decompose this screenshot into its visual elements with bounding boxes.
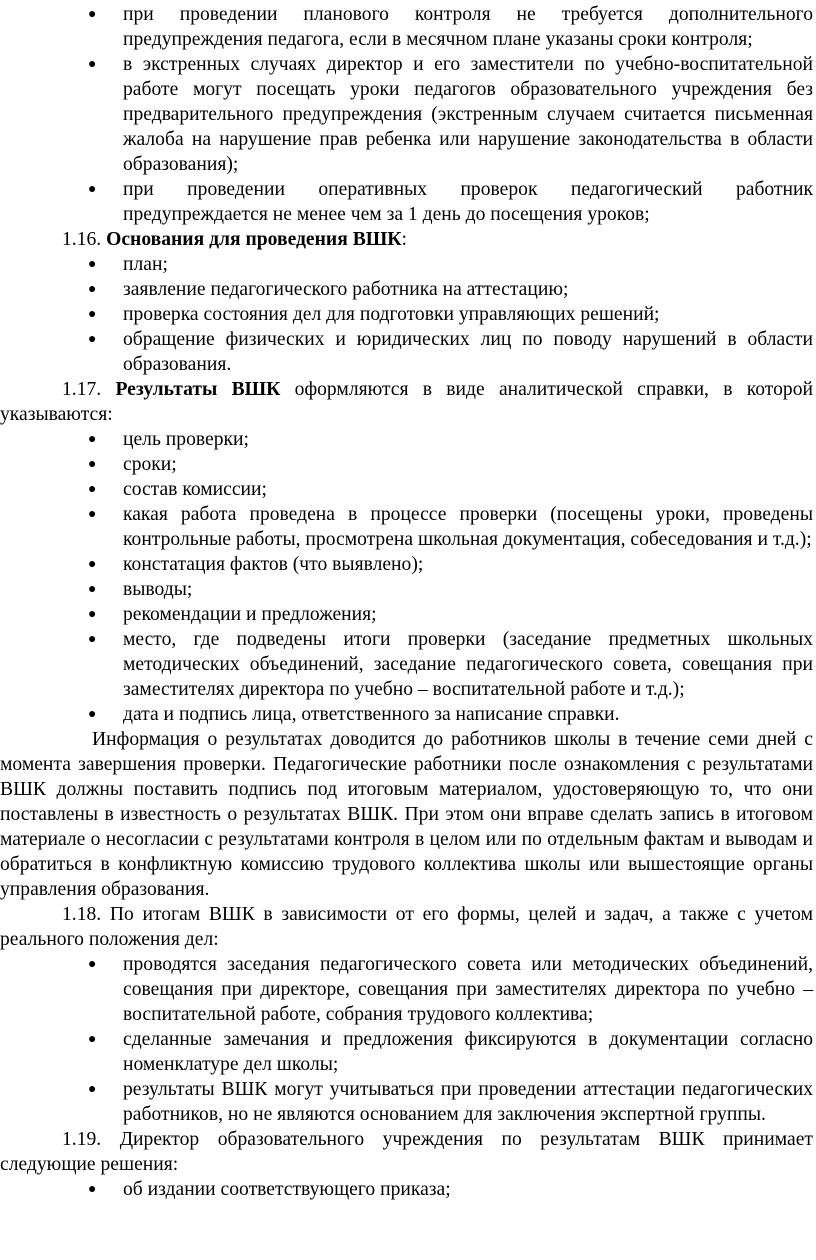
list-item [0, 477, 816, 502]
bullet-icon: ● [88, 1082, 97, 1097]
list-item-text: проводятся заседания педагогического совета или методических объединений, совещания при директоре, совещания при заместителях директора по учебно – воспитательной работе, собрания трудового коллектива; [123, 954, 813, 1025]
list-item [0, 702, 816, 727]
list-item [0, 1077, 816, 1127]
list-item-text: какая работа проведена в процессе проверки (посещены уроки, проведены контрольные работы, просмотрена школьная документация, собеседования и т.д.); [123, 504, 813, 550]
list-item-text: обращение физических и юридических лиц по поводу нарушений в области образования. [123, 329, 813, 375]
list-item-text: при проведении оперативных проверок педагогический работник предупреждается не менее чем за 1 день до посещения уроков; [123, 179, 813, 225]
section-text: Директор образовательного учреждения по результатам ВШК принимает следующие решения: [0, 1129, 813, 1175]
list-item [0, 452, 816, 477]
outcomes-list [0, 952, 816, 1127]
list-item [0, 952, 816, 1027]
bullet-icon: ● [88, 557, 97, 572]
control-notice-list [0, 2, 816, 227]
list-item [0, 2, 816, 52]
bullet-icon: ● [88, 482, 97, 497]
bullet-icon: ● [88, 57, 97, 72]
bullet-icon: ● [88, 1182, 97, 1197]
section-text: оформляются в виде аналитической справки, в которой указываются: [0, 379, 813, 425]
section-number: 1.16. [62, 229, 102, 250]
list-item [0, 1177, 816, 1202]
decisions-list [0, 1177, 816, 1202]
list-item [0, 427, 816, 452]
list-item-text: констатация фактов (что выявлено); [123, 554, 424, 575]
list-item-text: цель проверки; [123, 429, 249, 450]
list-item-text: заявление педагогического работника на аттестацию; [123, 279, 569, 300]
list-item [0, 327, 816, 377]
bullet-icon: ● [88, 607, 97, 622]
list-item [0, 552, 816, 577]
bullet-icon: ● [88, 707, 97, 722]
list-item-text: состав комиссии; [123, 479, 267, 500]
section-text: : [401, 229, 407, 250]
list-item-text: результаты ВШК могут учитываться при проведении аттестации педагогических работников, но не являются основанием для заключения экспертной группы. [123, 1079, 813, 1125]
list-item-text: сделанные замечания и предложения фиксируются в документации согласно номенклатуре дел школы; [123, 1029, 813, 1075]
section-number: 1.18. [62, 904, 102, 925]
list-item [0, 627, 816, 702]
bullet-icon: ● [88, 957, 97, 972]
section-text: По итогам ВШК в зависимости от его формы, целей и задач, а также с учетом реального положения дел: [0, 904, 813, 950]
list-item-text: выводы; [123, 579, 193, 600]
list-item-text: рекомендации и предложения; [123, 604, 377, 625]
list-item [0, 52, 816, 177]
bullet-icon: ● [88, 332, 97, 347]
info-paragraph: Информация о результатах доводится до работников школы в течение семи дней с момента завершения проверки. Педагогические работники после ознакомления с результатами ВШК должны поставить подпись под итоговым материалом, удостоверяющую то, что они поставлены в известность о результатах ВШК. При этом они вправе сделать запись в итоговом материале о несогласии с результатами контроля в целом или по отдельным фактам и выводам и обратиться в конфликтную комиссию трудового коллектива школы или вышестоящие органы управления образования. [0, 729, 813, 900]
section-1-16 [0, 227, 816, 252]
report-contents-list [0, 427, 816, 727]
bullet-icon: ● [88, 257, 97, 272]
list-item [0, 602, 816, 627]
list-item-text: об издании соответствующего приказа; [123, 1179, 451, 1200]
section-heading: Основания для проведения ВШК [106, 229, 402, 250]
list-item [0, 502, 816, 552]
list-item-text: сроки; [123, 454, 177, 475]
grounds-list [0, 252, 816, 377]
list-item-text: дата и подпись лица, ответственного за написание справки. [123, 704, 620, 725]
list-item-text: проверка состояния дел для подготовки управляющих решений; [123, 304, 660, 325]
list-item [0, 177, 816, 227]
bullet-icon: ● [88, 507, 97, 522]
bullet-icon: ● [88, 182, 97, 197]
section-1-17 [0, 377, 816, 427]
list-item [0, 577, 816, 602]
section-1-18 [0, 902, 816, 952]
bullet-icon: ● [88, 457, 97, 472]
bullet-icon: ● [88, 632, 97, 647]
list-item-text: план; [123, 254, 168, 275]
section-number: 1.19. [62, 1129, 102, 1150]
list-item [0, 302, 816, 327]
list-item [0, 1027, 816, 1077]
list-item-text: место, где подведены итоги проверки (заседание предметных школьных методических объединений, заседание педагогического совета, совещания при заместителях директора по учебно – воспитательной работе и т.д.); [123, 629, 813, 700]
list-item [0, 252, 816, 277]
bullet-icon: ● [88, 282, 97, 297]
section-1-19 [0, 1127, 816, 1177]
list-item-text: при проведении планового контроля не требуется дополнительного предупреждения педагога, если в месячном плане указаны сроки контроля; [123, 4, 813, 50]
bullet-icon: ● [88, 432, 97, 447]
bullet-icon: ● [88, 1032, 97, 1047]
list-item-text: в экстренных случаях директор и его заместители по учебно-воспитательной работе могут посещать уроки педагогов образовательного учреждения без предварительного предупреждения (экстренным случаем считается письменная жалоба на нарушение прав ребенка или нарушение законодательства в области образования); [123, 54, 813, 175]
bullet-icon: ● [88, 307, 97, 322]
bullet-icon: ● [88, 7, 97, 22]
bullet-icon: ● [88, 582, 97, 597]
list-item [0, 277, 816, 302]
section-number: 1.17. [62, 379, 102, 400]
section-heading: Результаты ВШК [115, 379, 281, 400]
